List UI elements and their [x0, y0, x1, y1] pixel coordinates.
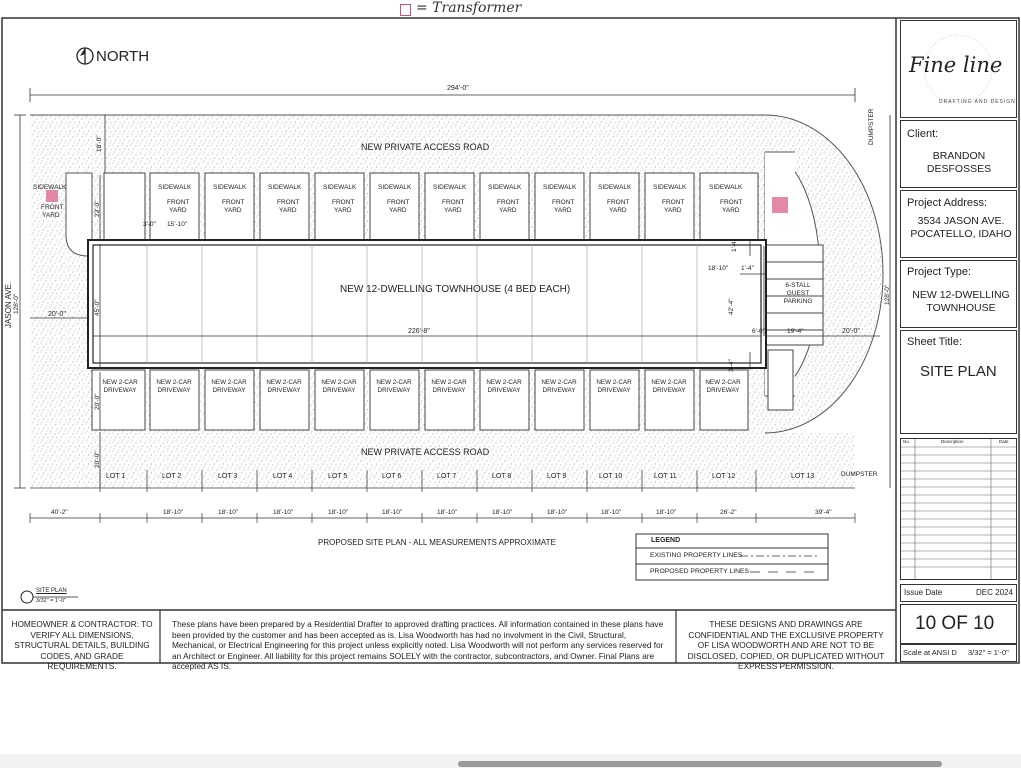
dim-right-setback: 20'-0"	[842, 328, 860, 335]
lot-8: LOT 8	[492, 473, 512, 480]
lot-width-1: 40'-2"	[51, 509, 68, 516]
driveway-5	[316, 379, 362, 395]
driveway-2-l2: DRIVEWAY	[157, 387, 191, 394]
view-tag-scale: 3/32" = 1'-0"	[36, 598, 66, 604]
front-yard-3b: YARD	[224, 207, 242, 214]
driveway-11-l2: DRIVEWAY	[652, 387, 686, 394]
driveway-7-l2: DRIVEWAY	[432, 387, 466, 394]
sidewalk-label-1: SIDEWALK	[33, 184, 67, 191]
legend-existing: EXISTING PROPERTY LINES	[650, 552, 743, 559]
dim-unit-width: 15'-10"	[167, 221, 188, 228]
front-yard-label-1b: YARD	[42, 212, 60, 219]
dim-left-setback: 20'-0"	[48, 311, 66, 318]
view-tag-icon	[21, 591, 33, 603]
street-label: JASON AVE.	[4, 281, 13, 328]
front-yard-5b: YARD	[334, 207, 352, 214]
driveway-3-l2: DRIVEWAY	[212, 387, 246, 394]
driveway-5-l1: NEW 2-CAR	[321, 379, 357, 386]
driveway-3	[206, 379, 252, 395]
address-value: 3534 JASON AVE. POCATELLO, IDAHO	[910, 215, 1012, 240]
driveway-9-l1: NEW 2-CAR	[541, 379, 577, 386]
sheet-title-box	[900, 330, 1017, 434]
driveway-5-l2: DRIVEWAY	[322, 387, 356, 394]
front-yard-10a: FRONT	[607, 199, 630, 206]
guest-parking-line-3: PARKING	[783, 298, 813, 305]
dim-guest-depth2: 42'-4"	[728, 298, 735, 315]
rev-header-desc: Description	[941, 439, 964, 444]
driveway-6	[371, 379, 417, 395]
dim-driveway-depth: 20'-0"	[94, 393, 101, 410]
dumpster-label-top: DUMPSTER	[868, 108, 875, 145]
sidewalk-label-2: SIDEWALK	[158, 184, 192, 191]
disclaimer-note: These plans have been prepared by a Residential Drafter to approved drafting practices. All information contained in these plans have been provided by the customer and has been accepted as is. Lisa Woodworth has had no involvment in the Civil, Structural, Mechanical, or Electrical Engineering for this project unless explicitly noted. Lisa Woodworth will not perform any services reserved for an Architect or Engineer. All liability for this project remains SOLELY with the contractor, subcontractors, and Owner. Final Plans are accepted AS IS.	[172, 619, 664, 672]
address-label: Project Address:	[907, 197, 988, 209]
front-yard-4b: YARD	[279, 207, 297, 214]
scale-box	[900, 644, 1017, 662]
driveway-7	[426, 379, 472, 395]
lot-12: LOT 12	[712, 473, 736, 480]
project-type-value: NEW 12-DWELLING TOWNHOUSE	[912, 289, 1010, 314]
dim-left-height: 128'-0"	[13, 293, 20, 314]
front-yard-8b: YARD	[499, 207, 517, 214]
front-yard-6b: YARD	[389, 207, 407, 214]
front-yard-9a: FRONT	[552, 199, 575, 206]
client-box	[900, 120, 1017, 188]
lot-width-11: 18'-10"	[656, 509, 677, 516]
driveway-11-l1: NEW 2-CAR	[651, 379, 687, 386]
sidewalk-label-10: SIDEWALK	[598, 184, 632, 191]
driveway-10	[591, 379, 637, 395]
front-yard-5a: FRONT	[332, 199, 355, 206]
lot-width-7: 18'-10"	[437, 509, 458, 516]
lot-width-9: 18'-10"	[547, 509, 568, 516]
front-yard-label-1a: FRONT	[41, 204, 64, 211]
driveway-8-l1: NEW 2-CAR	[486, 379, 522, 386]
driveway-9-l2: DRIVEWAY	[542, 387, 576, 394]
driveway-8	[481, 379, 527, 395]
driveway-1-l2: DRIVEWAY	[103, 387, 137, 394]
sheet-title-label: Sheet Title:	[907, 336, 963, 348]
legend-proposed: PROPOSED PROPERTY LINES	[650, 568, 750, 575]
lot-width-6: 18'-10"	[382, 509, 403, 516]
issue-date-value: DEC 2024	[976, 588, 1013, 597]
driveway-8-l2: DRIVEWAY	[487, 387, 521, 394]
front-yard-2b: YARD	[169, 207, 187, 214]
dim-sidewalk-offset: 3'-0"	[143, 221, 156, 228]
front-yard-11a: FRONT	[662, 199, 685, 206]
lot-width-10: 18'-10"	[601, 509, 622, 516]
driveway-1-l1: NEW 2-CAR	[102, 379, 138, 386]
dim-guest-gap-top: 1'-4"	[731, 239, 738, 252]
dim-guest-width: 19'-4"	[787, 328, 804, 335]
building-label: NEW 12-DWELLING TOWNHOUSE (4 BED EACH)	[340, 284, 571, 295]
dumpster-label-bottom: DUMPSTER	[841, 471, 878, 478]
logo-box	[900, 20, 1017, 118]
front-yard-12a: FRONT	[720, 199, 743, 206]
homeowner-note: HOMEOWNER & CONTRACTOR: TO VERIFY ALL DIMENSIONS, STRUCTURAL DETAILS, BUILDING CODES, AND GRADE REQUIREMENTS.	[11, 619, 153, 672]
front-yard-10b: YARD	[609, 207, 627, 214]
lot-7: LOT 7	[437, 473, 457, 480]
driveway-2	[151, 379, 197, 395]
sidewalk-label-9: SIDEWALK	[543, 184, 577, 191]
lot-11: LOT 11	[654, 473, 677, 480]
driveway-2-l1: NEW 2-CAR	[156, 379, 192, 386]
lot-13: LOT 13	[791, 473, 815, 480]
sidewalk-label-6: SIDEWALK	[378, 184, 412, 191]
sheet-number: 10 OF 10	[915, 613, 995, 634]
driveway-4-l1: NEW 2-CAR	[266, 379, 302, 386]
lot-labels	[0, 473, 900, 485]
lot-6: LOT 6	[382, 473, 402, 480]
driveway-4-l2: DRIVEWAY	[267, 387, 301, 394]
lot-width-5: 18'-10"	[328, 509, 349, 516]
rev-header-no: No.	[903, 439, 911, 444]
lot-width-dims	[0, 509, 900, 521]
lot-10: LOT 10	[599, 473, 623, 480]
dim-road-top-depth: 18'-0"	[96, 135, 103, 152]
front-yard-12b: YARD	[722, 207, 740, 214]
driveway-10-l2: DRIVEWAY	[597, 387, 631, 394]
guest-parking-line-1: 6-STALL	[785, 282, 811, 289]
sidewalk-label-5: SIDEWALK	[323, 184, 357, 191]
lot-width-13: 39'-4"	[815, 509, 832, 516]
lot-2: LOT 2	[162, 473, 182, 480]
dim-gap-6: 6'-0"	[752, 328, 765, 335]
road-label-top: NEW PRIVATE ACCESS ROAD	[361, 142, 490, 152]
north-arrow-icon	[77, 48, 93, 64]
issue-date-box	[900, 584, 1017, 602]
dim-building-length: 226'-8"	[408, 328, 430, 335]
legend-title: LEGEND	[651, 537, 681, 544]
driveway-11	[646, 379, 692, 395]
driveway-labels	[0, 379, 900, 399]
sidewalk-label-11: SIDEWALK	[653, 184, 687, 191]
sidewalk-label-3: SIDEWALK	[213, 184, 247, 191]
revision-table	[900, 438, 1017, 580]
guest-parking-label	[778, 282, 818, 306]
front-yard-8a: FRONT	[497, 199, 520, 206]
road-label-bottom: NEW PRIVATE ACCESS ROAD	[361, 447, 490, 457]
scrollbar-thumb[interactable]	[458, 761, 942, 767]
logo-ring-text: DRAFTING AND DESIGN	[939, 99, 1016, 105]
front-yard-4a: FRONT	[277, 199, 300, 206]
sidewalk-label-4: SIDEWALK	[268, 184, 302, 191]
front-yard-7a: FRONT	[442, 199, 465, 206]
lot-width-3: 18'-10"	[218, 509, 239, 516]
driveway-6-l1: NEW 2-CAR	[376, 379, 412, 386]
lot-width-2: 18'-10"	[163, 509, 184, 516]
driveway-12	[700, 379, 746, 395]
driveway-12-l2: DRIVEWAY	[706, 387, 740, 394]
client-label: Client:	[907, 128, 939, 140]
lot-4: LOT 4	[273, 473, 293, 480]
dim-overall-width: 294'-0"	[447, 85, 469, 92]
dim-gap-bottom: 3'-4"	[728, 359, 735, 372]
lot-width-4: 18'-10"	[273, 509, 294, 516]
driveway-4	[261, 379, 307, 395]
client-name: BRANDON DESFOSSES	[926, 150, 992, 175]
front-yard-7b: YARD	[444, 207, 462, 214]
lot-9: LOT 9	[547, 473, 567, 480]
sheet-title-value: SITE PLAN	[920, 363, 997, 380]
driveway-9	[536, 379, 582, 395]
rev-header-date: Date	[999, 439, 1009, 444]
front-yard-11b: YARD	[664, 207, 682, 214]
revision-table-lines	[901, 439, 1016, 579]
front-yard-6a: FRONT	[387, 199, 410, 206]
handwritten-note: = Transformer	[416, 0, 522, 16]
lot-1: LOT 1	[106, 473, 126, 480]
address-box	[900, 190, 1017, 258]
driveway-6-l2: DRIVEWAY	[377, 387, 411, 394]
dim-right-height: 128'-0"	[884, 284, 891, 305]
confidential-note: THESE DESIGNS AND DRAWINGS ARE CONFIDENTIAL AND THE EXCLUSIVE PROPERTY OF LISA WOODWORTH AND ARE NOT TO BE DISCLOSED, COPIED, OR DUPLICATED WITHOUT EXPRESS PERMISSION.	[687, 619, 885, 672]
driveway-7-l1: NEW 2-CAR	[431, 379, 467, 386]
logo-text: Fine line	[909, 53, 1003, 77]
front-yard-2a: FRONT	[167, 199, 190, 206]
scale-value: 3/32" = 1'-0"	[968, 648, 1009, 657]
driveway-12-l1: NEW 2-CAR	[705, 379, 741, 386]
townhouse-building	[88, 240, 766, 368]
front-yard-3a: FRONT	[222, 199, 245, 206]
lot-width-8: 18'-10"	[492, 509, 513, 516]
dim-guest-depth: 18'-10"	[708, 265, 729, 272]
north-label: NORTH	[96, 48, 150, 65]
driveway-3-l1: NEW 2-CAR	[211, 379, 247, 386]
project-type-label: Project Type:	[907, 266, 971, 278]
driveway-1	[98, 379, 142, 395]
view-tag-title: SITE PLAN	[36, 588, 67, 594]
sidewalk-label-7: SIDEWALK	[433, 184, 467, 191]
sheet-number-box	[900, 604, 1017, 644]
scale-label: Scale at ANSI D	[903, 648, 957, 657]
dim-front-yard-depth: 23'-0"	[94, 200, 101, 217]
lot-5: LOT 5	[328, 473, 348, 480]
lot-width-12: 26'-2"	[720, 509, 737, 516]
issue-date-label: Issue Date	[904, 588, 943, 597]
lot-3: LOT 3	[218, 473, 238, 480]
sidewalk-label-12: SIDEWALK	[709, 184, 743, 191]
sidewalk-label-8: SIDEWALK	[488, 184, 522, 191]
front-yard-labels	[0, 182, 900, 222]
dim-road-bottom-depth: 20'-0"	[94, 451, 101, 468]
driveway-10-l1: NEW 2-CAR	[596, 379, 632, 386]
project-type-box	[900, 260, 1017, 328]
dim-guest-gap-right: 1'-4"	[741, 265, 754, 272]
dim-building-depth: 45'-0"	[94, 299, 101, 316]
drawing-caption: PROPOSED SITE PLAN - ALL MEASUREMENTS APPROXIMATE	[318, 538, 556, 547]
guest-parking-line-2: GUEST	[786, 290, 810, 297]
front-yard-9b: YARD	[554, 207, 572, 214]
